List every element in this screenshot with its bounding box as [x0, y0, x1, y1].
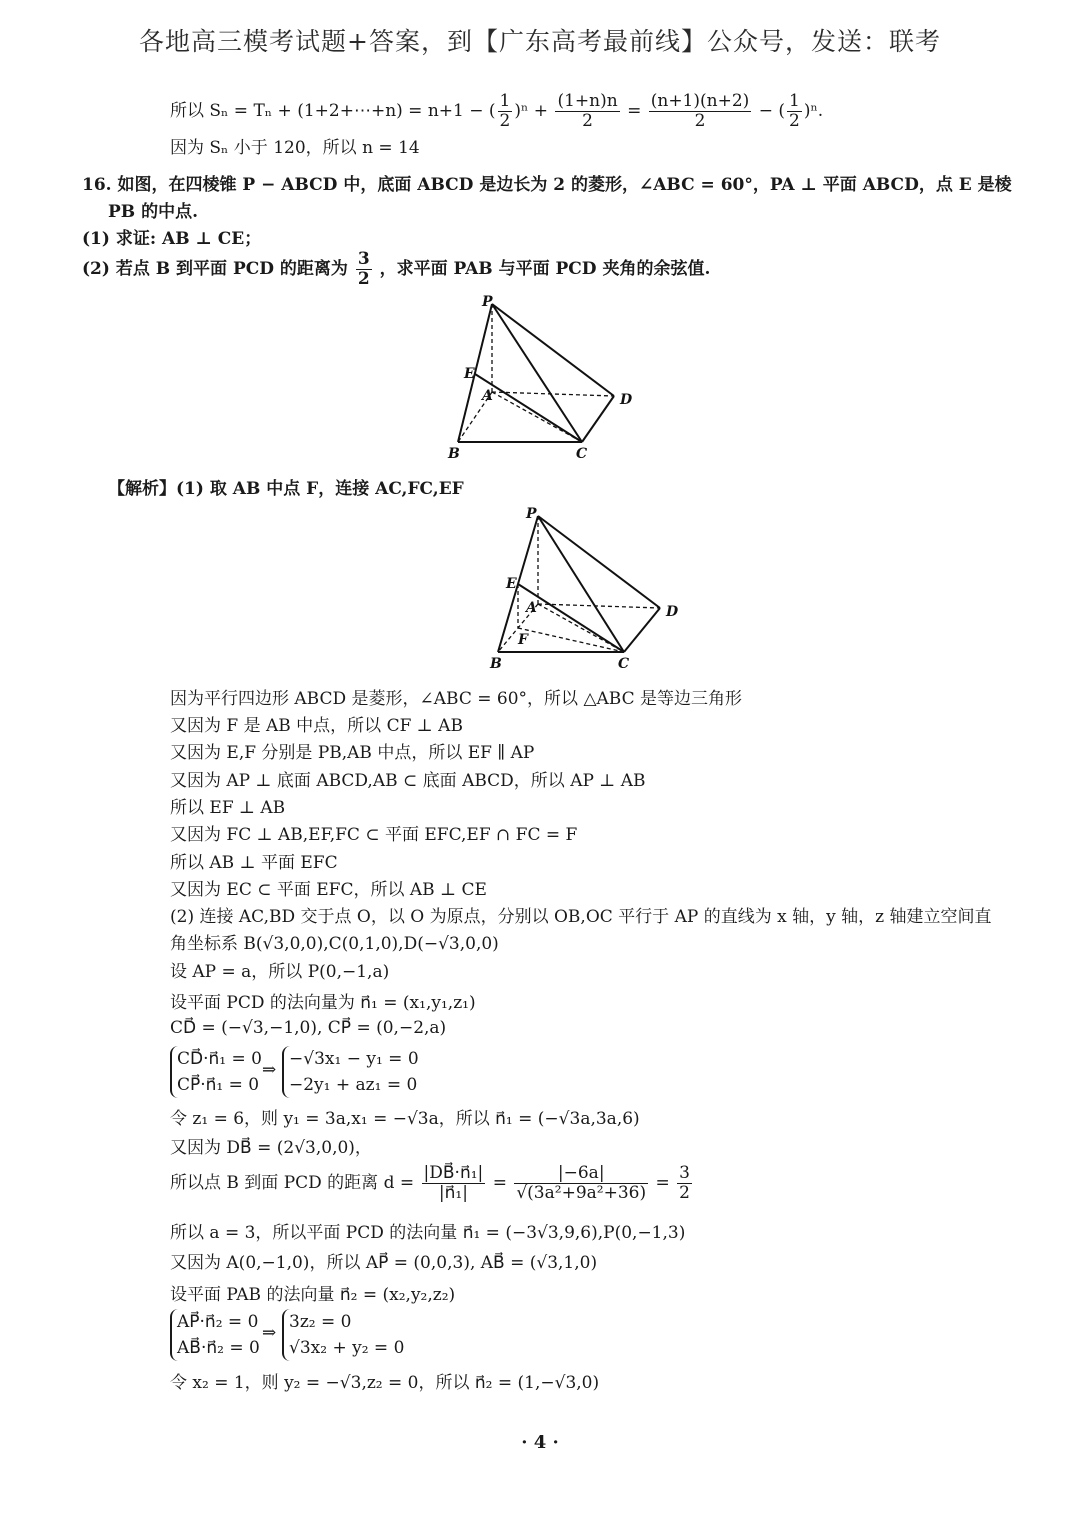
part2-fraction — [356, 250, 372, 289]
system-row: 3z₂ = 0 — [289, 1312, 352, 1332]
problem-part-2 — [82, 250, 710, 289]
sn-fraction-2 — [649, 92, 752, 131]
label-b: B — [448, 446, 460, 462]
frac-num: |−6a| — [514, 1164, 648, 1184]
distance-equals-2: = — [655, 1173, 670, 1193]
equation-system-2-left — [170, 1309, 260, 1361]
solution-step-14: 令 z₁ = 6，则 y₁ = 3a,x₁ = −√3a，所以 n⃗₁ = (−√3a,3a,6) — [170, 1109, 640, 1129]
problem-part-1: (1) 求证: AB ⊥ CE； — [82, 229, 262, 249]
frac-den: 2 — [357, 269, 370, 289]
solution-step-11: 设 AP = a，所以 P(0,−1,a) — [170, 962, 390, 982]
segment-ec — [475, 374, 582, 442]
problem-statement-line-1: 16. 如图，在四棱锥 P − ABCD 中，底面 ABCD 是边长为 2 的菱形，∠ABC = 60°，PA ⊥ 平面 ABCD，点 E 是棱 — [82, 175, 1012, 195]
solution-step-12: 设平面 PCD 的法向量为 n⃗₁ = (x₁,y₁,z₁) — [170, 993, 476, 1013]
part2-text-b: ，求平面 PAB 与平面 PCD 夹角的余弦值. — [379, 259, 711, 279]
frac-den: √(3a²+9a²+36) — [516, 1183, 647, 1203]
label-a: A — [482, 388, 493, 404]
solution-step-9: (2) 连接 AC,BD 交于点 O，以 O 为原点，分别以 OB,OC 平行于 AP 的直线为 x 轴，y 轴，z 轴建立空间直 — [170, 907, 992, 927]
edge-cd — [624, 608, 660, 652]
solution-step-18: 设平面 PAB 的法向量 n⃗₂ = (x₂,y₂,z₂) — [170, 1285, 456, 1305]
solution-step-15: 又因为 DB⃗ = (2√3,0,0)， — [170, 1138, 372, 1158]
frac-den: 2 — [679, 1183, 690, 1203]
distance-fraction-1 — [422, 1164, 486, 1203]
sn-power: ⁿ + — [521, 101, 549, 121]
solution-step-5: 所以 EF ⊥ AB — [170, 798, 286, 818]
distance-fraction-3 — [677, 1164, 692, 1203]
frac-num: (n+1)(n+2) — [650, 91, 750, 111]
pyramid-figure-2 — [480, 504, 690, 674]
page-number: · 4 · — [521, 1432, 559, 1453]
label-f: F — [518, 632, 528, 648]
sn-equals: = — [627, 101, 642, 121]
sn-fraction-1 — [555, 92, 619, 131]
edge-cd — [582, 396, 614, 442]
equation-system-2-right — [282, 1309, 404, 1361]
solution-step-13: CD⃗ = (−√3,−1,0), CP⃗ = (0,−2,a) — [170, 1018, 447, 1038]
system-row: −2y₁ + az₁ = 0 — [289, 1075, 418, 1095]
solution-step-3: 又因为 E,F 分别是 PB,AB 中点，所以 EF ∥ AP — [170, 743, 535, 763]
solution-step-1: 因为平行四边形 ABCD 是菱形，∠ABC = 60°，所以 △ABC 是等边三角形 — [170, 689, 743, 709]
system-row: CP⃗·n⃗₁ = 0 — [177, 1075, 260, 1095]
implies-arrow: ⇒ — [262, 1060, 277, 1080]
solution-step-6: 又因为 FC ⊥ AB,EF,FC ⊂ 平面 EFC,EF ∩ FC = F — [170, 825, 578, 845]
sn-half-fraction-2 — [787, 92, 802, 131]
solution-step-10: 角坐标系 B(√3,0,0),C(0,1,0),D(−√3,0,0) — [170, 934, 499, 954]
frac-den: 2 — [694, 111, 706, 131]
label-c: C — [618, 656, 630, 672]
label-e: E — [506, 576, 517, 592]
distance-text: 所以点 B 到面 PCD 的距离 d = — [170, 1173, 415, 1193]
edge-pd — [538, 516, 660, 608]
label-p: P — [482, 294, 493, 310]
solution-step-8: 又因为 EC ⊂ 平面 EFC，所以 AB ⊥ CE — [170, 880, 487, 900]
label-d: D — [666, 604, 679, 620]
edge-pd — [492, 304, 614, 396]
label-a: A — [526, 600, 537, 616]
frac-den: 2 — [788, 111, 800, 131]
part2-text-a: (2) 若点 B 到平面 PCD 的距离为 — [82, 259, 348, 279]
edge-pc — [492, 304, 582, 442]
edge-ac-hidden — [492, 392, 582, 442]
system-row: AP⃗·n⃗₂ = 0 — [177, 1312, 259, 1332]
frac-num: 3 — [679, 1163, 690, 1183]
sn-end: ⁿ. — [810, 101, 824, 121]
label-c: C — [576, 446, 588, 462]
system-row: √3x₂ + y₂ = 0 — [289, 1338, 405, 1358]
distance-formula — [170, 1164, 694, 1203]
solution-step-19: 令 x₂ = 1，则 y₂ = −√3,z₂ = 0，所以 n⃗₂ = (1,−√3,0) — [170, 1373, 600, 1393]
sn-formula-left: 所以 Sₙ = Tₙ + (1+2+⋯+n) = n+1 − — [170, 101, 484, 121]
frac-den: 2 — [582, 111, 593, 131]
label-e: E — [464, 366, 475, 382]
distance-equals-1: = — [492, 1173, 507, 1193]
frac-num: 1 — [499, 91, 511, 111]
label-b: B — [490, 656, 502, 672]
implies-arrow: ⇒ — [262, 1323, 277, 1343]
frac-den: |n⃗₁| — [438, 1183, 468, 1203]
segment-ec — [518, 584, 624, 652]
frac-num: 3 — [357, 249, 370, 269]
equation-system-1-left — [170, 1046, 262, 1098]
frac-num: 1 — [788, 91, 800, 111]
solution-step-16: 所以 a = 3，所以平面 PCD 的法向量 n⃗₁ = (−3√3,9,6),P(0,−1,3) — [170, 1223, 686, 1243]
pyramid-figure-1 — [440, 292, 640, 462]
solution-step-2: 又因为 F 是 AB 中点，所以 CF ⊥ AB — [170, 716, 463, 736]
solution-step-17: 又因为 A(0,−1,0)，所以 AP⃗ = (0,0,3), AB⃗ = (√3,1,0) — [170, 1253, 598, 1273]
sn-formula-line: 所以 Sₙ = Tₙ + (1+2+⋯+n) = n+1 − ( $\frac{1}{2}$ )ⁿ + $\frac{(1+n)n}{2}$ = $\frac{(n+1)(n+2)}{2}$ − ( $\frac{1}{2}$ )ⁿ. — [170, 91, 824, 131]
solution-step-7: 所以 AB ⊥ 平面 EFC — [170, 853, 338, 873]
sn-half-fraction — [498, 92, 513, 131]
system-row: −√3x₁ − y₁ = 0 — [289, 1049, 419, 1069]
frac-num: (1+n)n — [557, 91, 618, 111]
distance-fraction-2 — [514, 1164, 648, 1203]
segment-fc-hidden — [518, 628, 624, 652]
edge-pc — [538, 516, 624, 652]
sn-minus: − — [758, 101, 773, 121]
sn-conclusion: 因为 Sₙ 小于 120，所以 n = 14 — [170, 138, 420, 158]
equation-system-1-right — [282, 1046, 419, 1098]
frac-num: |DB⃗·n⃗₁| — [423, 1163, 484, 1183]
solution-intro: 【解析】(1) 取 AB 中点 F，连接 AC,FC,EF — [108, 479, 464, 499]
page-header-banner: 各地高三模考试题+答案，到【广东高考最前线】公众号，发送：联考 — [139, 27, 941, 56]
frac-den: 2 — [499, 111, 511, 131]
system-row: AB⃗·n⃗₂ = 0 — [177, 1338, 260, 1358]
problem-statement-line-2: PB 的中点. — [108, 202, 198, 222]
solution-step-4: 又因为 AP ⊥ 底面 ABCD,AB ⊂ 底面 ABCD，所以 AP ⊥ AB — [170, 771, 646, 791]
label-d: D — [620, 392, 633, 408]
system-row: CD⃗·n⃗₁ = 0 — [177, 1049, 262, 1069]
label-p: P — [526, 506, 537, 522]
